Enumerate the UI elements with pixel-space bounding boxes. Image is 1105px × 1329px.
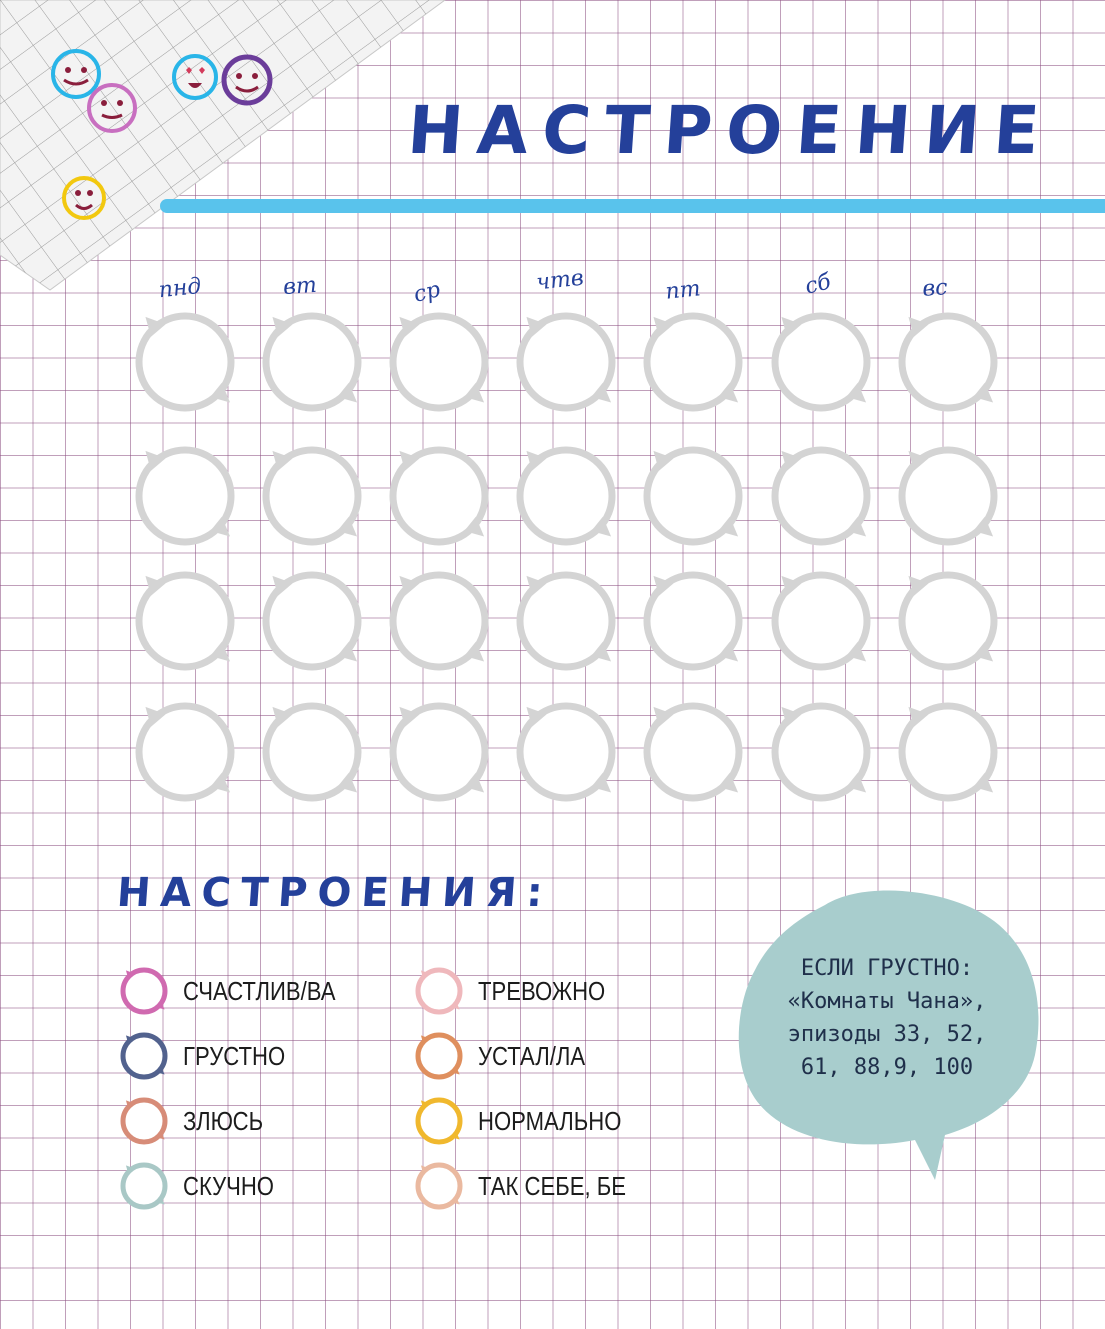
legend-swatch [117, 1029, 171, 1083]
mood-circle-fri-week-2[interactable] [647, 450, 739, 542]
mood-circle-sat-week-4[interactable] [775, 706, 867, 798]
legend-label: УСТАЛ/ЛА [478, 1040, 586, 1071]
mood-circle-thu-week-3[interactable] [520, 575, 612, 667]
legend-label: НОРМАЛЬНО [478, 1105, 622, 1136]
legend-swatch [117, 1159, 171, 1213]
legend-item [412, 1031, 604, 1081]
tip-line-4: 61, 88,9, 100 [800, 1055, 974, 1080]
tip-line-3: эпизоды 33, 52, [787, 1022, 987, 1047]
mood-circle-wed-week-2[interactable] [393, 450, 485, 542]
tip-line-2: «Комнаты Чана», [787, 989, 987, 1014]
mood-circle-thu-week-2[interactable] [520, 450, 612, 542]
legend-item [117, 966, 362, 1016]
legend-swatch [412, 1029, 466, 1083]
mood-circle-wed-week-1[interactable] [393, 316, 485, 408]
legend-title: НАСТРОЕНИЯ: [115, 870, 555, 916]
mood-circle-tue-week-4[interactable] [266, 706, 358, 798]
legend-item [117, 1161, 290, 1211]
legend-swatch [412, 1094, 466, 1148]
mood-circle-thu-week-1[interactable] [520, 316, 612, 408]
legend-swatch [117, 964, 171, 1018]
day-label-sun: вс [921, 275, 949, 302]
tip-note [742, 952, 1032, 1084]
tip-line-1: ЕСЛИ ГРУСТНО: [800, 956, 974, 981]
day-label-sat: сб [802, 269, 834, 300]
legend-item [412, 966, 628, 1016]
legend-label: СЧАСТЛИВ/ВА [183, 975, 336, 1006]
mood-circle-tue-week-2[interactable] [266, 450, 358, 542]
mood-circle-tue-week-1[interactable] [266, 316, 358, 408]
mood-circle-mon-week-2[interactable] [139, 450, 231, 542]
legend-item [412, 1161, 652, 1211]
legend-label: СКУЧНО [183, 1170, 275, 1201]
day-label-thu: чтв [535, 265, 585, 296]
mood-circle-sat-week-1[interactable] [775, 316, 867, 408]
mood-circle-tue-week-3[interactable] [266, 575, 358, 667]
mood-circle-fri-week-3[interactable] [647, 575, 739, 667]
mood-circle-fri-week-1[interactable] [647, 316, 739, 408]
mood-circle-sun-week-2[interactable] [902, 450, 994, 542]
mood-circle-sat-week-3[interactable] [775, 575, 867, 667]
mood-circle-sat-week-2[interactable] [775, 450, 867, 542]
legend-item [117, 1096, 277, 1146]
mood-circle-wed-week-3[interactable] [393, 575, 485, 667]
legend-swatch [117, 1094, 171, 1148]
legend-label: ТРЕВОЖНО [478, 975, 606, 1006]
mood-circle-mon-week-3[interactable] [139, 575, 231, 667]
mood-circle-sun-week-4[interactable] [902, 706, 994, 798]
day-label-mon: пнд [157, 273, 203, 304]
legend-label: ГРУСТНО [183, 1040, 286, 1071]
legend-label: ЗЛЮСЬ [183, 1105, 264, 1136]
legend-item [412, 1096, 647, 1146]
mood-circle-sun-week-1[interactable] [902, 316, 994, 408]
day-label-tue: вт [282, 272, 318, 301]
mood-circle-fri-week-4[interactable] [647, 706, 739, 798]
mood-circle-mon-week-4[interactable] [139, 706, 231, 798]
page-title: НАСТРОЕНИЕ [405, 92, 1056, 169]
mood-circle-thu-week-4[interactable] [520, 706, 612, 798]
mood-circle-sun-week-3[interactable] [902, 575, 994, 667]
legend-item [117, 1031, 303, 1081]
legend-label: ТАК СЕБЕ, БЕ [478, 1170, 626, 1201]
legend-swatch [412, 964, 466, 1018]
day-label-fri: пт [664, 276, 702, 305]
mood-circle-mon-week-1[interactable] [139, 316, 231, 408]
legend-swatch [412, 1159, 466, 1213]
mood-circle-wed-week-4[interactable] [393, 706, 485, 798]
day-label-wed: ср [411, 277, 443, 308]
